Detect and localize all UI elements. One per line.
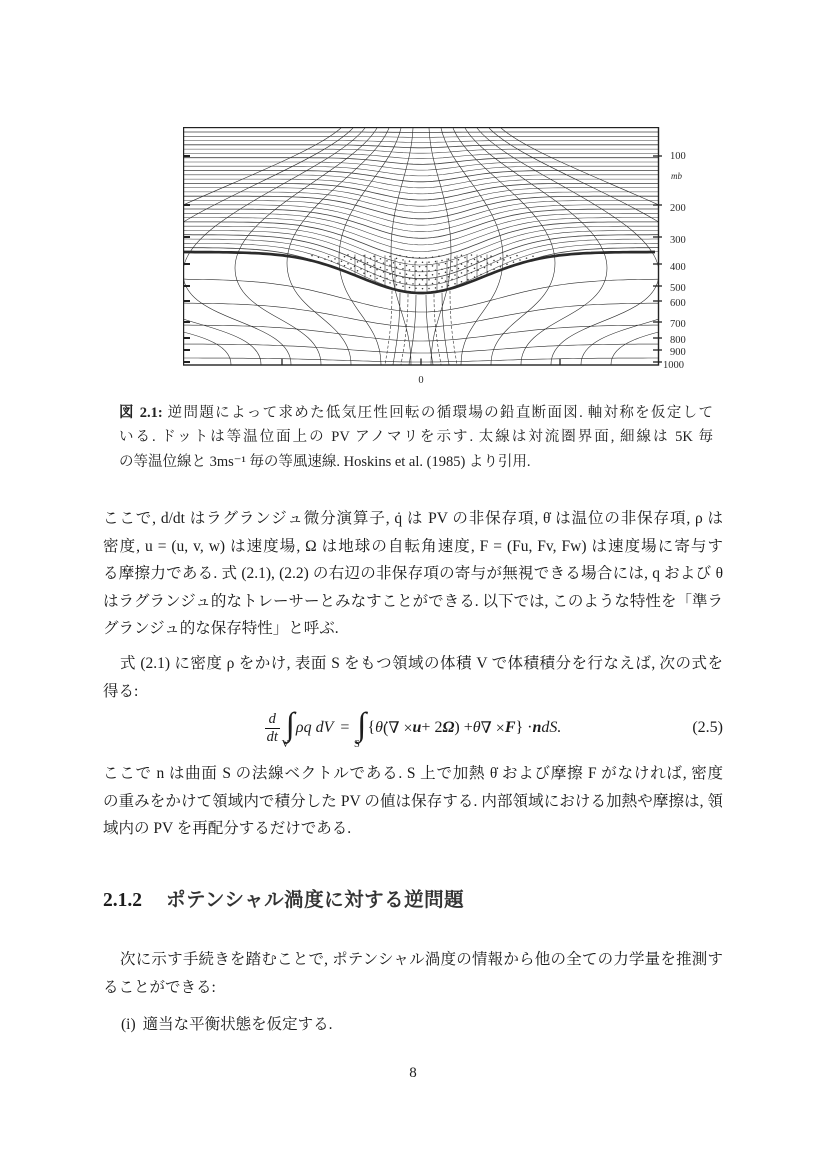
equation-number: (2.5) [692,719,723,736]
y-axis-label: 500 [670,283,686,294]
equation-rhs: { [367,719,376,736]
axis-ticks [184,156,663,365]
theta-dot: θ̇ [375,719,383,736]
y-axis-label: 200 [670,203,686,214]
equals-sign: = [340,719,350,736]
list-text: 適当な平衡状態を仮定する. [142,1016,333,1033]
equation-rhs: ∇ × [480,720,505,737]
paragraph-line: の重みをかけて領域内で積分した PV の値は保存する. 内部領域における加熱や摩擦は, 領 [103,792,723,810]
paragraph-line: ここで n は曲面 S の法線ベクトルである. S 上で加熱 θ̇ および摩擦 F がなければ, 密度 [103,765,723,782]
equation-rhs: dS. [541,719,562,736]
theta: θ [472,719,481,736]
equation-rhs: ) + [454,719,473,736]
surface-integral [353,707,367,750]
paragraph-line: はラグランジュ的なトレーサーとみなすことができる. 以下では, このような特性を「準ラ [103,592,723,610]
paragraph-line: ることができる: [103,978,216,996]
y-axis-label: 400 [670,262,686,273]
paragraph-line: る摩擦力である. 式 (2.1), (2.2) の右辺の非保存項の寄与が無視できる場合には, q および θ [103,565,723,582]
friction-vector: F [504,719,516,736]
caption-line [119,401,713,425]
y-axis-label: 300 [670,235,686,246]
section-number: 2.1.2 [103,890,142,911]
contour-lines [183,128,728,365]
y-axis-unit: mb [671,171,682,181]
integral-subscript: V [281,739,290,750]
y-axis-label: 800 [670,335,686,346]
caption-line: いる. ドットは等温位面上の PV アノマリを示す. 太線は対流圏界面, 細線は 5K 毎 [119,429,713,446]
paragraph-1 [103,505,723,643]
integral-symbol: ∫ [285,707,295,743]
vertical-cross-section-plot [183,127,728,389]
paragraph-line: 式 (2.1) に密度 ρ をかけ, 表面 S をもつ領域の体積 V で体積積分を行なえば, 次の式を [120,655,723,672]
y-axis-label: 100 [670,151,686,162]
volume-integral [281,707,295,750]
plot-border [184,128,659,366]
paragraph-line: 得る: [103,682,139,700]
section-heading-2-1-2 [103,884,464,912]
y-axis-label: 600 [670,298,686,309]
y-axis-label: 1000 [663,360,684,371]
fraction-denominator: dt [266,728,278,745]
list-marker: (i) [121,1016,136,1033]
integral-subscript: S [353,739,360,750]
normal-vector: n [532,719,542,736]
x-axis-label: 0 [418,375,424,386]
paragraph-line: ここで, d/dt はラグランジュ微分演算子, q̇ は PV の非保存項, θ̇ は温位の非保存項, ρ は [103,510,723,527]
fraction-numerator: d [268,710,276,727]
paragraph-line: 次に示す手続きを踏むことで, ポテンシャル渦度の情報から他の全ての力学量を推測す [120,951,723,968]
paragraph-line: 域内の PV を再配分するだけである. [103,820,352,837]
equation-rhs: + 2 [421,719,443,736]
integral-symbol: ∫ [357,707,367,743]
caption-text: 逆問題によって求めた低気圧性回転の循環場の鉛直断面図. 軸対称を仮定して [162,405,713,421]
paragraph-4 [103,946,723,1001]
velocity-vector: u [412,719,422,736]
caption-line: の等温位線と 3ms⁻¹ 毎の等風速線. Hoskins et al. (1985) より引用. [119,453,531,470]
pressure-axis-labels [663,151,686,371]
figure-2-1 [183,127,728,389]
equation-lhs: ρq dV [295,719,334,736]
paragraph-3 [103,760,723,843]
caption-label: 図 2.1: [119,405,163,421]
omega-vector: Ω [442,719,455,736]
equation-rhs: (∇ × [382,720,413,737]
list-item-i [121,1012,333,1034]
paragraph-line: グランジュ的な保存特性」と呼ぶ. [103,620,339,637]
equation-2-5 [103,697,723,759]
page-number: 8 [409,1065,417,1081]
y-axis-label: 900 [670,347,686,358]
derivative-fraction [265,711,280,745]
figure-caption [119,401,713,474]
paragraph-line: 密度, u = (u, v, w) は速度場, Ω は地球の自転角速度, F = (Fu, Fv, Fw) は速度場に寄与す [103,537,723,555]
y-axis-label: 700 [670,319,686,330]
section-title: ポテンシャル渦度に対する逆問題 [166,889,465,911]
equation-rhs: } · [515,719,533,736]
